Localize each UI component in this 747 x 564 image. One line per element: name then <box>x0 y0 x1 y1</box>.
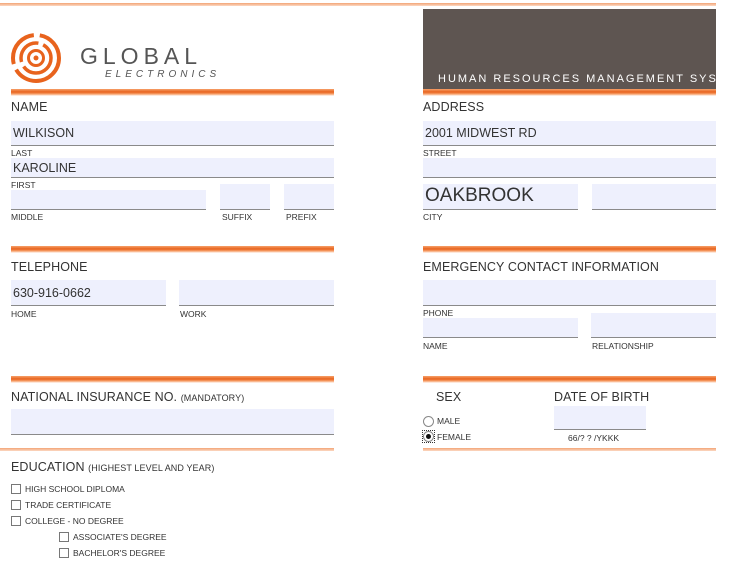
education-section-title <box>11 460 214 474</box>
telephone-divider <box>11 246 334 253</box>
education-bachelors-degree-checkbox[interactable] <box>59 548 69 558</box>
street2-field[interactable] <box>423 158 716 178</box>
first-name-field[interactable]: KAROLINE <box>11 158 334 178</box>
telephone-section-title: TELEPHONE <box>11 260 88 274</box>
last-name-field[interactable]: WILKISON <box>11 121 334 146</box>
sex-male-label: MALE <box>437 416 461 426</box>
education-trade-certificate-checkbox[interactable] <box>11 500 21 510</box>
system-title: HUMAN RESOURCES MANAGEMENT SYSTEM <box>438 73 747 85</box>
emergency-phone-label: PHONE <box>423 308 454 318</box>
prefix-field[interactable] <box>284 184 334 210</box>
education-bachelors-degree-label: BACHELOR'S DEGREE <box>73 548 166 558</box>
emergency-relationship-label: RELATIONSHIP <box>592 341 654 351</box>
header-divider-left <box>11 89 334 96</box>
education-divider-right <box>423 448 716 451</box>
sex-section-title: SEX <box>436 390 462 404</box>
sex-male-radio[interactable] <box>423 416 434 427</box>
last-name-label: LAST <box>11 148 33 158</box>
suffix-label: SUFFIX <box>222 212 253 222</box>
education-associates-degree-label: ASSOCIATE'S DEGREE <box>73 532 167 542</box>
address-extra-field[interactable] <box>592 184 716 210</box>
emergency-divider <box>423 246 716 253</box>
middle-name-field[interactable] <box>11 190 206 210</box>
education-high-school-checkbox[interactable] <box>11 484 21 494</box>
education-college-no-degree-label: COLLEGE - NO DEGREE <box>25 516 124 526</box>
company-tagline: ELECTRONICS <box>105 69 221 80</box>
emergency-relationship-field[interactable] <box>591 313 716 338</box>
top-divider-right <box>423 3 716 6</box>
work-phone-label: WORK <box>180 309 207 319</box>
emergency-phone-field[interactable] <box>423 280 716 306</box>
education-title-note: (HIGHEST LEVEL AND YEAR) <box>88 463 215 473</box>
education-trade-certificate-label: TRADE CERTIFICATE <box>25 500 112 510</box>
education-high-school-label: HIGH SCHOOL DIPLOMA <box>25 484 125 494</box>
prefix-label: PREFIX <box>286 212 317 222</box>
middle-name-label: MIDDLE <box>11 212 44 222</box>
company-name: GLOBAL <box>80 43 203 69</box>
global-electronics-logo-icon <box>10 32 62 84</box>
insurance-section-title <box>11 390 244 404</box>
suffix-field[interactable] <box>220 184 270 210</box>
emergency-name-label: NAME <box>423 341 448 351</box>
sex-female-label: FEMALE <box>437 432 472 442</box>
work-phone-field[interactable] <box>179 280 334 306</box>
dob-field[interactable] <box>554 406 646 430</box>
education-title-text: EDUCATION <box>11 460 85 474</box>
first-name-label: FIRST <box>11 180 36 190</box>
sex-female-radio[interactable] <box>423 431 434 442</box>
emergency-section-title: EMERGENCY CONTACT INFORMATION <box>423 260 660 274</box>
street-label: STREET <box>423 148 457 158</box>
street-field[interactable]: 2001 MIDWEST RD <box>423 121 716 146</box>
education-divider-left <box>0 448 334 451</box>
name-section-title: NAME <box>11 100 48 114</box>
home-phone-field[interactable]: 630-916-0662 <box>11 280 166 306</box>
emergency-name-field[interactable] <box>423 318 578 338</box>
sex-dob-divider <box>423 376 716 383</box>
education-college-no-degree-checkbox[interactable] <box>11 516 21 526</box>
insurance-number-field[interactable] <box>11 409 334 435</box>
dob-section-title: DATE OF BIRTH <box>554 390 650 404</box>
city-field[interactable]: OAKBROOK <box>423 184 578 210</box>
header-divider-right <box>423 89 716 96</box>
top-divider-left <box>0 3 423 6</box>
education-associates-degree-checkbox[interactable] <box>59 532 69 542</box>
dob-format-hint: 66/? ? /YKKK <box>568 433 620 443</box>
insurance-title-note: (MANDATORY) <box>180 393 245 403</box>
insurance-title-text: NATIONAL INSURANCE NO. <box>11 390 178 404</box>
city-label: CITY <box>423 212 443 222</box>
address-section-title: ADDRESS <box>423 100 485 114</box>
insurance-divider <box>11 376 334 383</box>
home-phone-label: HOME <box>11 309 37 319</box>
